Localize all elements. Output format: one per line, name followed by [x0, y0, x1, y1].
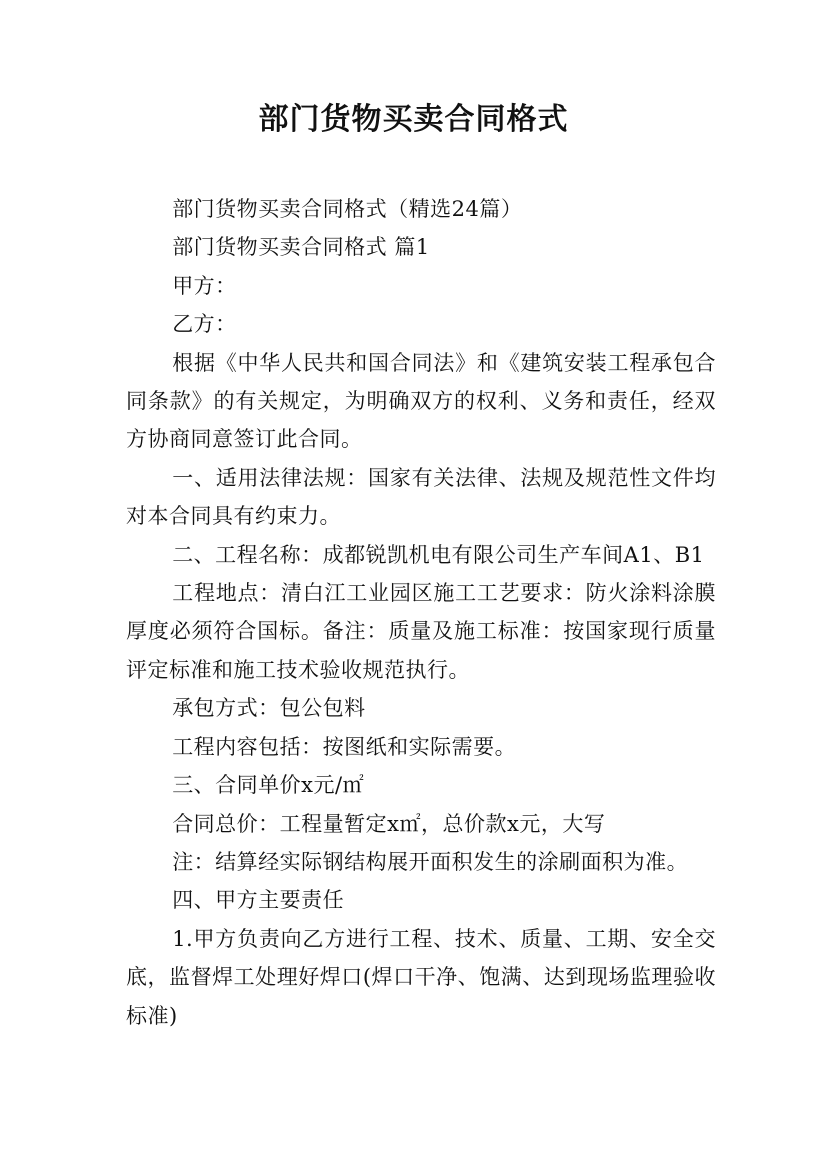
paragraph-contract-mode: 承包方式：包公包料	[172, 696, 366, 721]
paragraph-section-heading: 部门货物买卖合同格式 篇1	[172, 235, 430, 260]
document-title: 部门货物买卖合同格式	[258, 102, 569, 137]
paragraph-project-content: 工程内容包括：按图纸和实际需要。	[172, 734, 517, 759]
paragraph-project-location: 工程地点：清白江工业园区施工工艺要求：防火涂料涂膜厚度必须符合国标。备注：质量及施工标准：按国家现行质量评定标准和施工技术验收规范执行。	[126, 581, 716, 682]
paragraph-total-price: 合同总价：工程量暂定x㎡，总价款x元，大写	[172, 811, 606, 836]
paragraph-party-a: 甲方：	[172, 273, 237, 298]
paragraph-clause-2: 二、工程名称：成都锐凯机电有限公司生产车间A1、B1	[172, 542, 705, 567]
paragraph-clause-4-1: 1.甲方负责向乙方进行工程、技术、质量、工期、安全交底，监督焊工处理好焊口(焊口干净、饱满、达到现场监理验收标准)	[126, 926, 716, 1028]
paragraph-clause-3: 三、合同单价x元/㎡	[172, 773, 365, 798]
document-body	[126, 190, 716, 1035]
paragraph-clause-4: 四、甲方主要责任	[172, 888, 345, 913]
paragraph-clause-1: 一、适用法律法规：国家有关法律、法规及规范性文件均对本合同具有约束力。	[126, 465, 716, 529]
paragraph-note: 注：结算经实际钢结构展开面积发生的涂刷面积为准。	[172, 849, 689, 874]
paragraph-party-b: 乙方：	[172, 312, 237, 337]
paragraph-preamble: 根据《中华人民共和国合同法》和《建筑安装工程承包合同条款》的有关规定，为明确双方的权利、义务和责任，经双方协商同意签订此合同。	[126, 350, 716, 452]
paragraph-subtitle: 部门货物买卖合同格式（精选24篇）	[172, 197, 523, 221]
